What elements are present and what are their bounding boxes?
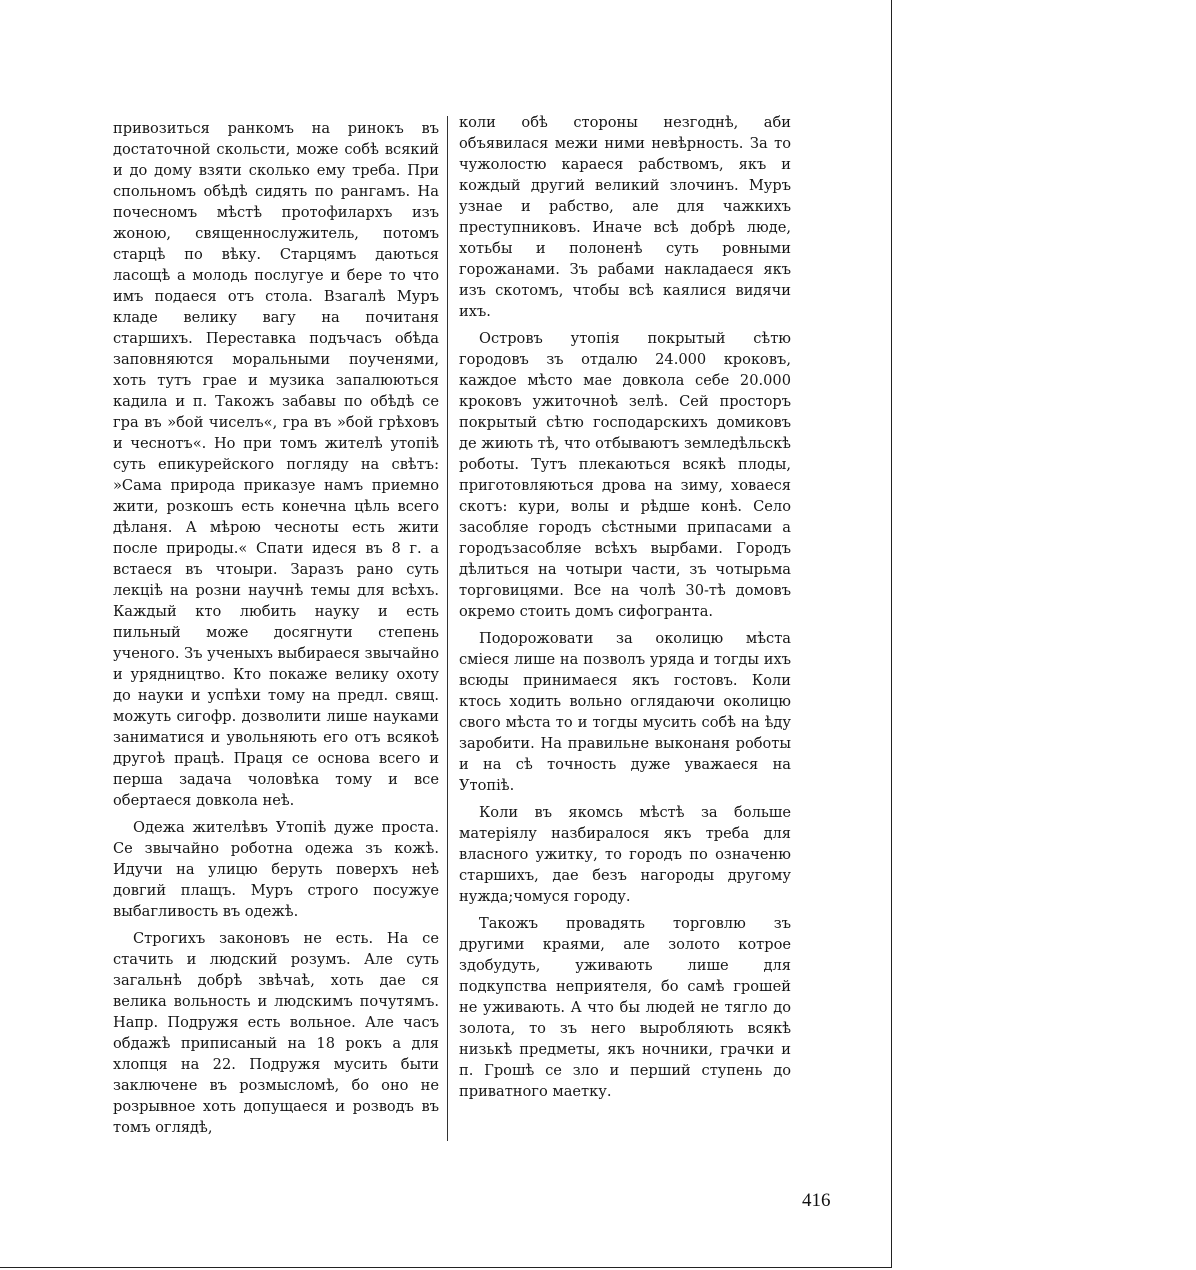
column-divider — [447, 116, 448, 1141]
paragraph: Островъ утопiя покрытый сѣтю городовъ зъ отдалю 24.000 кроковъ, каждое мѣсто мае довкола себе 20.000 кроковъ ужиточноѣ зелѣ. Сей просторъ покрытый сѣтю господарскихъ домиковъ де жиють тѣ, что отбываютъ земледѣльскѣ роботы. Тутъ плекаються всякѣ плоды, приготовляються дрова на зиму, ховаеся скотъ: кури, волы и рѣдше конѣ. Село засобляе городъ сѣстными припасами а городъзасобляе всѣхъ вырбами. Городъ дѣлиться на чотыри части, зъ чотырьма торговицями. Все на чолѣ 30-тѣ домовъ окремо стоить домъ сифогранта. — [459, 330, 791, 620]
page-number: 416 — [802, 1190, 831, 1211]
paragraph: Подорожовати за околицю мѣста смiеся лише на позволъ уряда и тогды ихъ всюды принимаеся якъ гостовъ. Коли ктось ходить вольно оглядаючи околицю свого мѣста то и тогды мусить собѣ на ѣду заробити. На правильне выконаня роботы и на сѣ точность дуже уважаеся на Утопiѣ. — [459, 630, 791, 794]
right-column — [459, 112, 791, 1108]
paragraph: коли обѣ стороны незгоднѣ, аби объявилася межи ними невѣрность. За то чужолостю караеся рабствомъ, якъ и кождый другий великий злочинъ. Муръ узнае и рабство, але для чажкихъ преступниковъ. Иначе всѣ добрѣ люде, хотьбы и полоненѣ суть ровными горожанами. Зъ рабами накладаеся якъ изъ скотомъ, чтобы всѣ каялися видячи ихъ. — [459, 114, 791, 320]
paragraph: Такожъ провадять торговлю зъ другими краями, але золото котрое здобудуть, уживають лише для подкупства неприятеля, бо самѣ грошей не уживають. А что бы людей не тягло до золота, то зъ него выробляють всякѣ низькѣ предметы, якъ ночники, грачки и п. Грошѣ се зло и перший ступень до приватного маетку. — [459, 915, 791, 1100]
paragraph: привозиться ранкомъ на ринокъ въ достаточной скольсти, може собѣ всякий и до дому взяти сколько ему треба. При спольномъ обѣдѣ сидять по рангамъ. На почесномъ мѣстѣ протофилархъ изъ жоною, священнослужитель, потомъ старцѣ по вѣку. Старцямъ даються ласощѣ а молодь послугуе и бере то что имъ подаеся отъ стола. Взагалѣ Муръ кладе велику вагу на почитаня старшихъ. Переставка подъчасъ обѣда заповняются моральными поученями, хоть тутъ грае и музика запалюються кадила и п. Такожъ забавы по обѣдѣ се гра въ »бой чиселъ«, гра въ »бой грѣховъ и чеснотъ«. Но при томъ жителѣ утопiѣ суть епикурейского погляду на свѣтъ: »Сама природа приказуе намъ приемно жити, розкошъ есть конечна цѣль всего дѣланя. А мѣрою чесноты есть жити после природы.« Спати идеся въ 8 г. а встаеся въ чтоыри. Заразъ рано суть лекцiѣ на розни научнѣ темы для всѣхъ. Каждый кто любить науку и есть пильный може досягнути степень ученого. Зъ ученыхъ выбираеся звычайно и урядництво. Кто покаже велику охоту до науки и успѣхи тому на предл. свящ. можуть сигофр. дозволити лише науками заниматися и увольняють его отъ всякоѣ другоѣ працѣ. Праця се основа всего и перша задача чоловѣка тому и все обертаеся довкола неѣ. — [113, 120, 439, 809]
paragraph: Одежа жителѣвъ Утопiѣ дуже проста. Се звычайно роботна одежа зъ кожѣ. Идучи на улицю беруть поверхъ неѣ довгий плащъ. Муръ строго посужуе выбагливость въ одежѣ. — [113, 819, 439, 920]
paragraph: Строгихъ законовъ не есть. На се стачить и людский розумъ. Але суть загальнѣ добрѣ звѣчаѣ, хоть дае ся велика вольность и людскимъ почутямъ. Напр. Подружя есть вольное. Але часъ обдажѣ приписаный на 18 рокъ а для хлопця на 22. Подружя мусить быти заключене въ розмысломѣ, бо оно не розрывное хоть допущаеся и розводъ въ томъ оглядѣ, — [113, 930, 439, 1136]
paragraph: Коли въ якомсь мѣстѣ за больше матерiялу назбиралося якъ треба для власного ужитку, то городъ по означеню старшихъ, дае безъ нагороды другому нужда;чомуся городу. — [459, 804, 791, 905]
left-column — [113, 118, 439, 1144]
